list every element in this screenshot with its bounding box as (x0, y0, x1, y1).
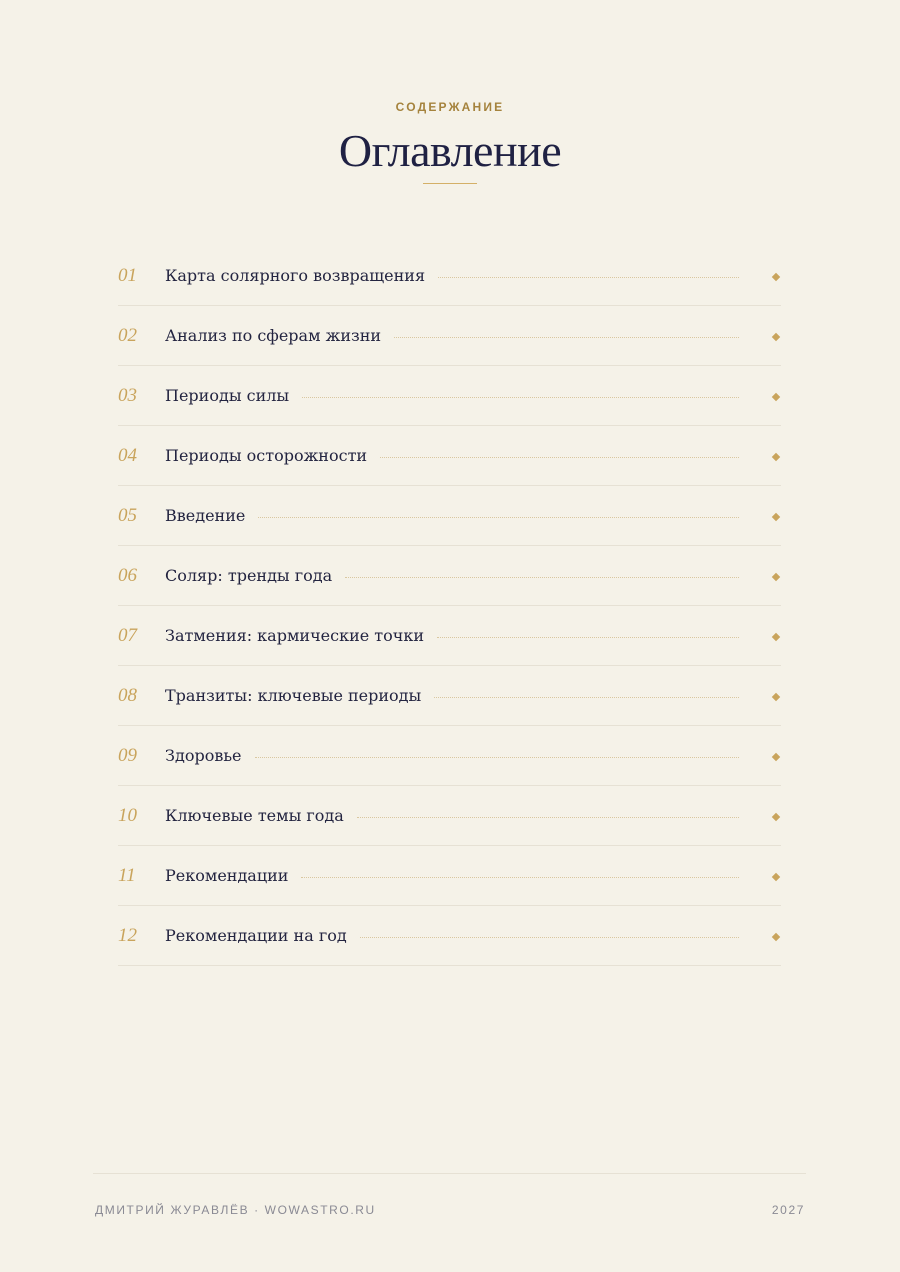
toc-label: Затмения: кармические точки (165, 626, 425, 645)
toc-item-05[interactable] (118, 486, 781, 546)
toc-label: Карта солярного возвращения (165, 266, 426, 285)
toc-leader-dots (434, 697, 739, 698)
diamond-icon (772, 333, 780, 341)
diamond-icon (772, 933, 780, 941)
diamond-icon (772, 693, 780, 701)
toc-leader-dots (380, 457, 739, 458)
toc-number: 01 (118, 265, 137, 286)
toc-label: Анализ по сферам жизни (165, 326, 382, 345)
toc-label: Периоды силы (165, 386, 290, 405)
toc-item-10[interactable] (118, 786, 781, 846)
toc-item-04[interactable] (118, 426, 781, 486)
diamond-icon (772, 513, 780, 521)
toc-number: 11 (118, 865, 136, 886)
toc-leader-dots (357, 817, 739, 818)
toc-number: 10 (118, 805, 137, 826)
toc-item-09[interactable] (118, 726, 781, 786)
toc-item-02[interactable] (118, 306, 781, 366)
toc-item-06[interactable] (118, 546, 781, 606)
table-of-contents (118, 246, 781, 966)
toc-item-11[interactable] (118, 846, 781, 906)
toc-leader-dots (438, 277, 739, 278)
toc-number: 02 (118, 325, 137, 346)
toc-item-12[interactable] (118, 906, 781, 966)
diamond-icon (772, 813, 780, 821)
toc-leader-dots (302, 397, 739, 398)
toc-leader-dots (437, 637, 739, 638)
toc-item-07[interactable] (118, 606, 781, 666)
footer-year: 2027 (771, 1203, 805, 1217)
toc-number: 12 (118, 925, 137, 946)
toc-leader-dots (255, 757, 739, 758)
toc-number: 08 (118, 685, 137, 706)
toc-item-03[interactable] (118, 366, 781, 426)
toc-label: Соляр: тренды года (165, 566, 333, 585)
diamond-icon (772, 753, 780, 761)
title-divider (423, 183, 477, 184)
toc-leader-dots (394, 337, 739, 338)
toc-label: Рекомендации на год (165, 926, 347, 945)
toc-number: 03 (118, 385, 137, 406)
toc-leader-dots (301, 877, 739, 878)
toc-number: 09 (118, 745, 137, 766)
footer-divider (93, 1173, 806, 1174)
diamond-icon (772, 573, 780, 581)
toc-item-08[interactable] (118, 666, 781, 726)
toc-number: 07 (118, 625, 137, 646)
footer-author: ДМИТРИЙ ЖУРАВЛЁВ · WOWASTRO.RU (95, 1203, 376, 1217)
toc-label: Ключевые темы года (165, 806, 344, 825)
toc-item-01[interactable] (118, 246, 781, 306)
toc-number: 05 (118, 505, 137, 526)
section-eyebrow: СОДЕРЖАНИЕ (395, 100, 505, 114)
toc-number: 04 (118, 445, 137, 466)
toc-leader-dots (345, 577, 739, 578)
diamond-icon (772, 393, 780, 401)
diamond-icon (772, 873, 780, 881)
toc-number: 06 (118, 565, 137, 586)
diamond-icon (772, 633, 780, 641)
toc-label: Рекомендации (165, 866, 289, 885)
toc-leader-dots (258, 517, 739, 518)
toc-label: Введение (165, 506, 246, 525)
page-title: Оглавление (338, 125, 562, 176)
diamond-icon (772, 273, 780, 281)
toc-leader-dots (360, 937, 739, 938)
toc-label: Транзиты: ключевые периоды (165, 686, 422, 705)
diamond-icon (772, 453, 780, 461)
toc-label: Периоды осторожности (165, 446, 368, 465)
toc-label: Здоровье (165, 746, 242, 765)
